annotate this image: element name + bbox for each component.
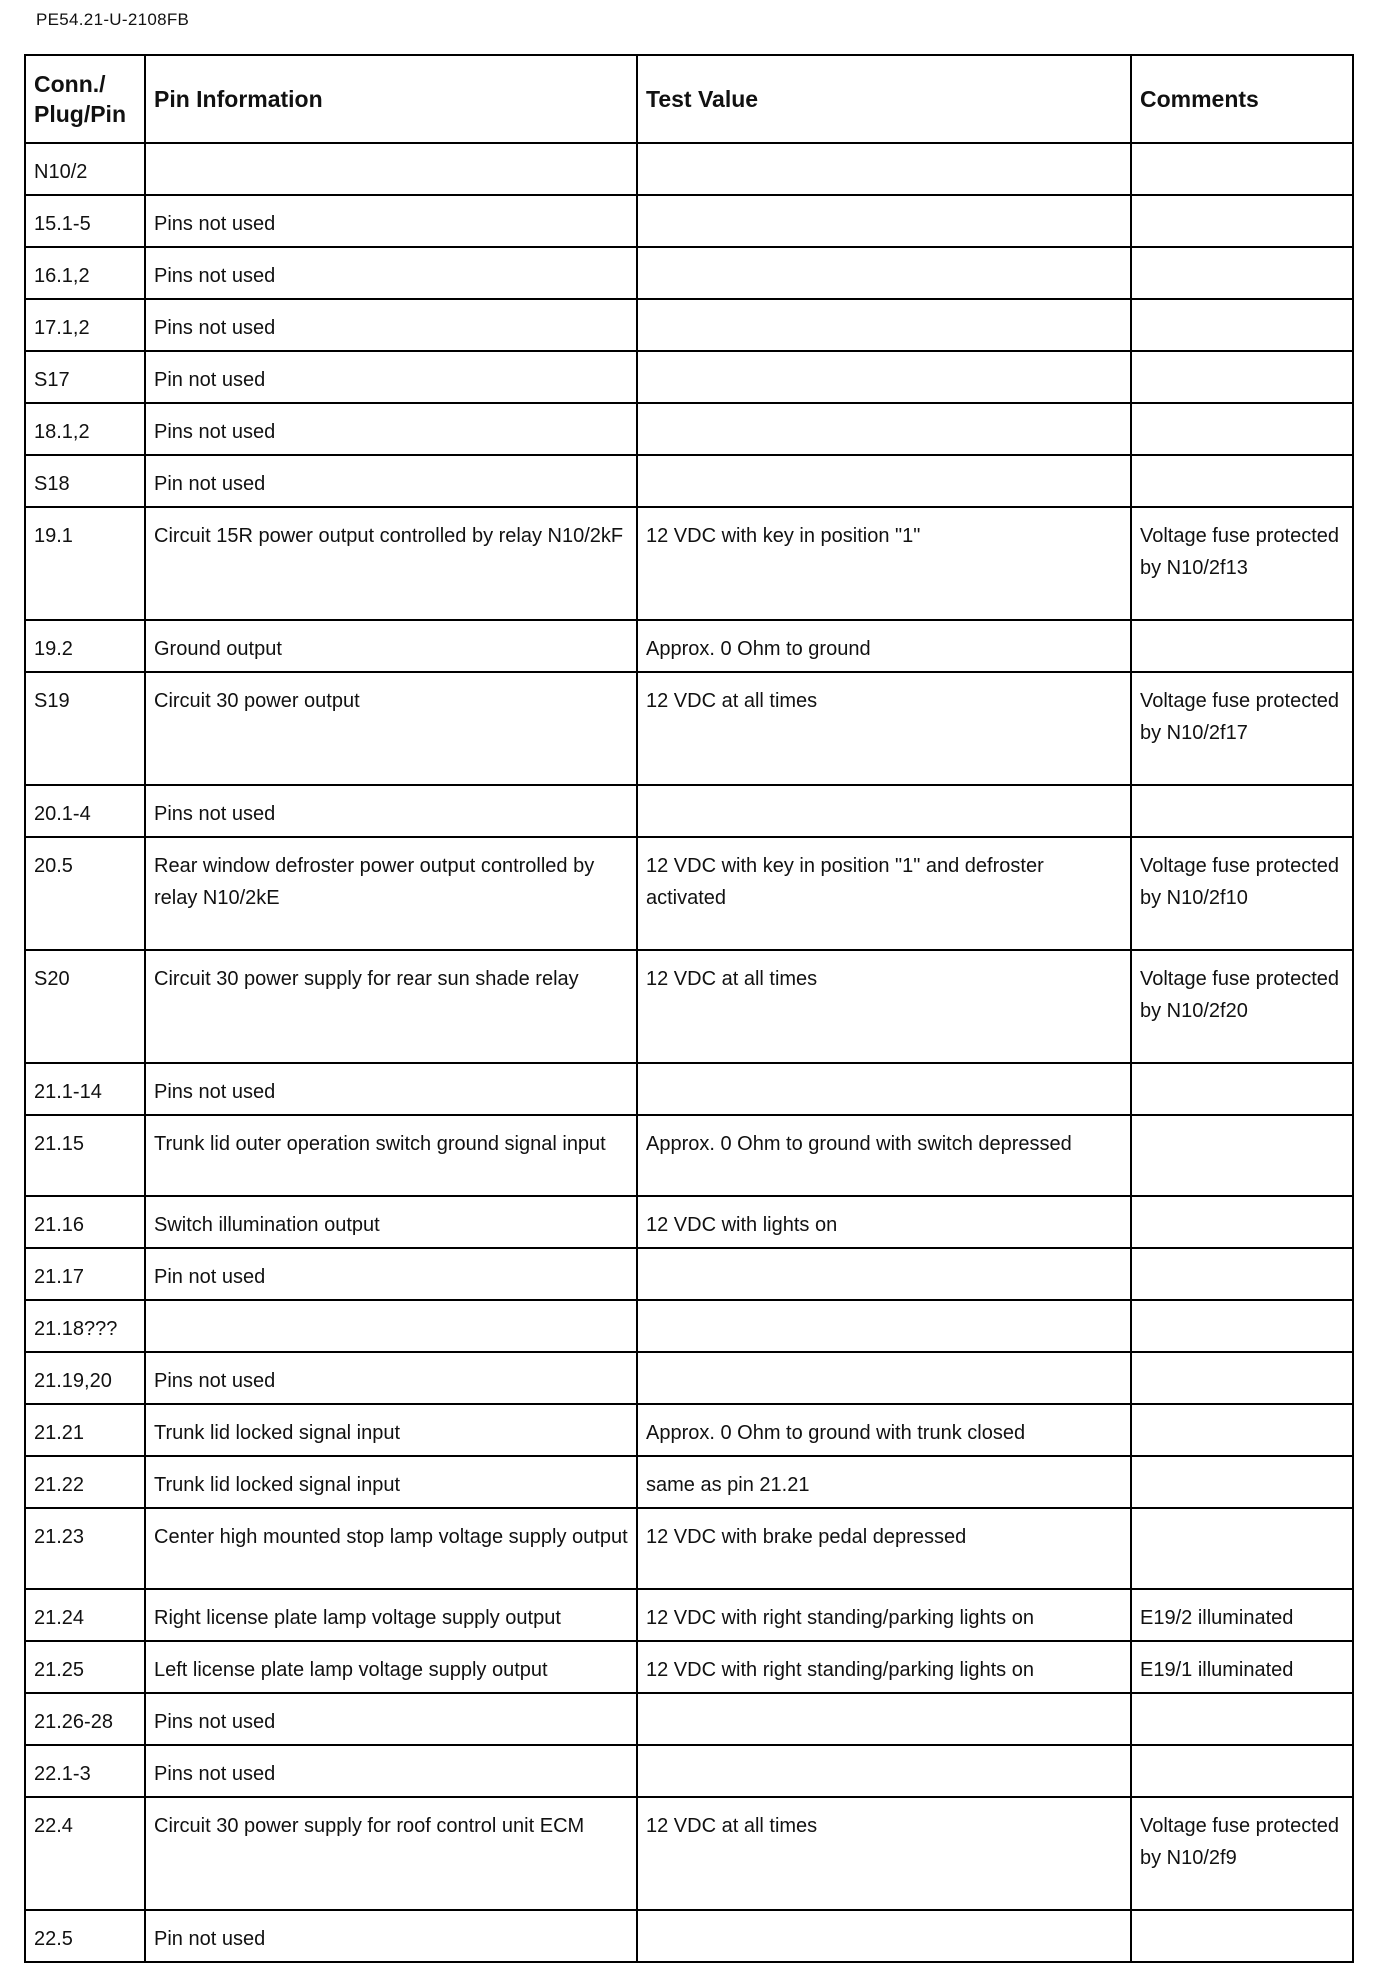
table-row: [25, 1693, 1353, 1745]
header-pin-information: Pin Information: [145, 55, 637, 143]
cell-test-value: [637, 455, 1131, 507]
cell-pin-information: Center high mounted stop lamp voltage supply output: [145, 1508, 637, 1589]
cell-test-value: 12 VDC at all times: [637, 1797, 1131, 1910]
cell-comments: [1131, 143, 1353, 195]
table-row: [25, 950, 1353, 1063]
table-row: [25, 1115, 1353, 1196]
table-body: [25, 143, 1353, 1962]
table-row: [25, 1641, 1353, 1693]
cell-pin-information: Trunk lid outer operation switch ground signal input: [145, 1115, 637, 1196]
cell-conn-plug-pin: 21.17: [25, 1248, 145, 1300]
cell-conn-plug-pin: 22.1-3: [25, 1745, 145, 1797]
cell-conn-plug-pin: 21.19,20: [25, 1352, 145, 1404]
cell-pin-information: Pins not used: [145, 299, 637, 351]
cell-pin-information: Pins not used: [145, 403, 637, 455]
cell-comments: [1131, 1745, 1353, 1797]
cell-test-value: [637, 299, 1131, 351]
cell-comments: Voltage fuse protected by N10/2f9: [1131, 1797, 1353, 1910]
cell-pin-information: Pins not used: [145, 195, 637, 247]
cell-conn-plug-pin: 21.21: [25, 1404, 145, 1456]
cell-pin-information: Pins not used: [145, 1352, 637, 1404]
cell-pin-information: Pins not used: [145, 1693, 637, 1745]
cell-conn-plug-pin: 20.1-4: [25, 785, 145, 837]
cell-test-value: Approx. 0 Ohm to ground with trunk closed: [637, 1404, 1131, 1456]
cell-pin-information: Pins not used: [145, 1063, 637, 1115]
cell-comments: Voltage fuse protected by N10/2f20: [1131, 950, 1353, 1063]
cell-test-value: [637, 1248, 1131, 1300]
table-row: [25, 455, 1353, 507]
table-row: [25, 1589, 1353, 1641]
cell-conn-plug-pin: 22.5: [25, 1910, 145, 1962]
cell-pin-information: Trunk lid locked signal input: [145, 1456, 637, 1508]
cell-conn-plug-pin: S19: [25, 672, 145, 785]
table-row: [25, 1196, 1353, 1248]
table-row: [25, 1797, 1353, 1910]
cell-conn-plug-pin: 16.1,2: [25, 247, 145, 299]
cell-conn-plug-pin: S18: [25, 455, 145, 507]
cell-test-value: [637, 1693, 1131, 1745]
cell-test-value: [637, 1745, 1131, 1797]
cell-conn-plug-pin: 19.1: [25, 507, 145, 620]
cell-comments: [1131, 299, 1353, 351]
cell-comments: [1131, 1248, 1353, 1300]
table-row: [25, 1745, 1353, 1797]
cell-pin-information: Switch illumination output: [145, 1196, 637, 1248]
cell-comments: Voltage fuse protected by N10/2f10: [1131, 837, 1353, 950]
cell-conn-plug-pin: 21.16: [25, 1196, 145, 1248]
cell-test-value: [637, 143, 1131, 195]
document-id: PE54.21-U-2108FB: [36, 10, 190, 29]
cell-comments: [1131, 1115, 1353, 1196]
cell-comments: Voltage fuse protected by N10/2f17: [1131, 672, 1353, 785]
cell-comments: [1131, 1910, 1353, 1962]
cell-test-value: 12 VDC at all times: [637, 950, 1131, 1063]
table-row: [25, 1300, 1353, 1352]
cell-pin-information: Pin not used: [145, 1910, 637, 1962]
cell-comments: E19/2 illuminated: [1131, 1589, 1353, 1641]
table-row: [25, 1063, 1353, 1115]
cell-comments: [1131, 455, 1353, 507]
cell-comments: [1131, 1456, 1353, 1508]
cell-conn-plug-pin: 17.1,2: [25, 299, 145, 351]
cell-pin-information: Ground output: [145, 620, 637, 672]
cell-pin-information: Pin not used: [145, 455, 637, 507]
table-row: [25, 620, 1353, 672]
table-row: [25, 785, 1353, 837]
cell-test-value: [637, 403, 1131, 455]
cell-conn-plug-pin: S20: [25, 950, 145, 1063]
cell-test-value: same as pin 21.21: [637, 1456, 1131, 1508]
table-row: [25, 1404, 1353, 1456]
table-row: [25, 1910, 1353, 1962]
cell-test-value: 12 VDC at all times: [637, 672, 1131, 785]
cell-test-value: 12 VDC with key in position "1": [637, 507, 1131, 620]
cell-comments: [1131, 1404, 1353, 1456]
pin-information-table: [24, 54, 1354, 1963]
cell-comments: [1131, 247, 1353, 299]
cell-pin-information: Rear window defroster power output controlled by relay N10/2kE: [145, 837, 637, 950]
cell-comments: [1131, 403, 1353, 455]
table-row: [25, 1508, 1353, 1589]
cell-test-value: [637, 1352, 1131, 1404]
cell-comments: [1131, 1063, 1353, 1115]
cell-test-value: Approx. 0 Ohm to ground with switch depressed: [637, 1115, 1131, 1196]
cell-pin-information: Pin not used: [145, 351, 637, 403]
cell-conn-plug-pin: S17: [25, 351, 145, 403]
cell-conn-plug-pin: 21.25: [25, 1641, 145, 1693]
cell-test-value: Approx. 0 Ohm to ground: [637, 620, 1131, 672]
cell-comments: [1131, 1196, 1353, 1248]
cell-test-value: [637, 1910, 1131, 1962]
cell-test-value: 12 VDC with right standing/parking lights on: [637, 1641, 1131, 1693]
cell-conn-plug-pin: 21.15: [25, 1115, 145, 1196]
cell-comments: Voltage fuse protected by N10/2f13: [1131, 507, 1353, 620]
cell-pin-information: Circuit 30 power supply for roof control unit ECM: [145, 1797, 637, 1910]
table-row: [25, 403, 1353, 455]
header-comments: Comments: [1131, 55, 1353, 143]
cell-test-value: 12 VDC with right standing/parking lights on: [637, 1589, 1131, 1641]
cell-conn-plug-pin: 21.1-14: [25, 1063, 145, 1115]
cell-pin-information: Left license plate lamp voltage supply output: [145, 1641, 637, 1693]
cell-conn-plug-pin: 19.2: [25, 620, 145, 672]
cell-test-value: [637, 195, 1131, 247]
cell-conn-plug-pin: 22.4: [25, 1797, 145, 1910]
table-row: [25, 247, 1353, 299]
cell-comments: [1131, 1300, 1353, 1352]
cell-test-value: 12 VDC with brake pedal depressed: [637, 1508, 1131, 1589]
cell-test-value: 12 VDC with key in position "1" and defroster activated: [637, 837, 1131, 950]
cell-comments: [1131, 1352, 1353, 1404]
cell-comments: [1131, 1508, 1353, 1589]
cell-pin-information: Pins not used: [145, 247, 637, 299]
cell-conn-plug-pin: 21.18???: [25, 1300, 145, 1352]
cell-test-value: [637, 351, 1131, 403]
cell-comments: [1131, 620, 1353, 672]
table-row: [25, 1248, 1353, 1300]
header-conn-plug-pin: Conn./ Plug/Pin: [25, 55, 145, 143]
cell-pin-information: [145, 1300, 637, 1352]
cell-conn-plug-pin: 21.26-28: [25, 1693, 145, 1745]
table-row: [25, 507, 1353, 620]
cell-conn-plug-pin: 21.24: [25, 1589, 145, 1641]
table-row: [25, 1352, 1353, 1404]
cell-conn-plug-pin: 20.5: [25, 837, 145, 950]
cell-comments: [1131, 785, 1353, 837]
cell-comments: [1131, 195, 1353, 247]
cell-comments: [1131, 351, 1353, 403]
cell-pin-information: Trunk lid locked signal input: [145, 1404, 637, 1456]
cell-test-value: [637, 247, 1131, 299]
cell-pin-information: Pins not used: [145, 1745, 637, 1797]
table-row: [25, 299, 1353, 351]
cell-pin-information: Right license plate lamp voltage supply output: [145, 1589, 637, 1641]
table-header-row: [25, 55, 1353, 143]
cell-conn-plug-pin: 15.1-5: [25, 195, 145, 247]
cell-comments: E19/1 illuminated: [1131, 1641, 1353, 1693]
cell-pin-information: Pin not used: [145, 1248, 637, 1300]
cell-conn-plug-pin: 21.22: [25, 1456, 145, 1508]
cell-pin-information: Circuit 15R power output controlled by relay N10/2kF: [145, 507, 637, 620]
cell-conn-plug-pin: 21.23: [25, 1508, 145, 1589]
cell-pin-information: Pins not used: [145, 785, 637, 837]
cell-comments: [1131, 1693, 1353, 1745]
cell-pin-information: Circuit 30 power output: [145, 672, 637, 785]
table-row: [25, 837, 1353, 950]
cell-test-value: [637, 1300, 1131, 1352]
cell-pin-information: [145, 143, 637, 195]
table-row: [25, 1456, 1353, 1508]
table-row: [25, 143, 1353, 195]
table-row: [25, 672, 1353, 785]
cell-conn-plug-pin: 18.1,2: [25, 403, 145, 455]
table-row: [25, 351, 1353, 403]
header-test-value: Test Value: [637, 55, 1131, 143]
cell-test-value: [637, 785, 1131, 837]
table-row: [25, 195, 1353, 247]
cell-conn-plug-pin: N10/2: [25, 143, 145, 195]
cell-pin-information: Circuit 30 power supply for rear sun shade relay: [145, 950, 637, 1063]
cell-test-value: 12 VDC with lights on: [637, 1196, 1131, 1248]
cell-test-value: [637, 1063, 1131, 1115]
